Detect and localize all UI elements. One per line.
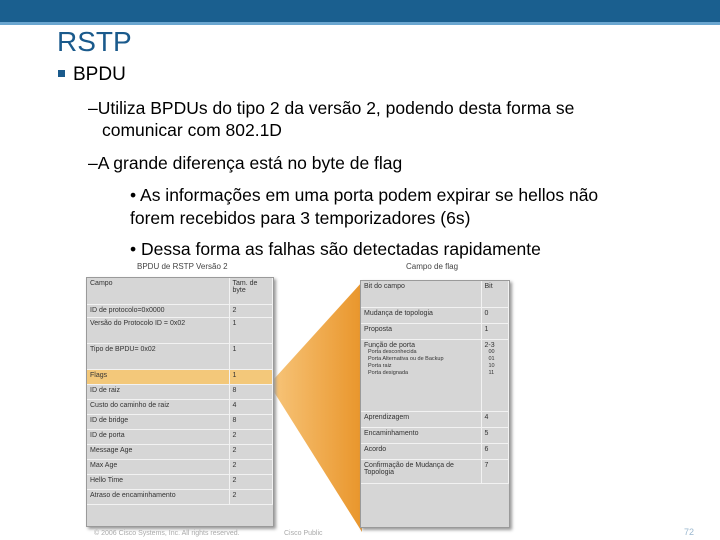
- table-row: [87, 343, 273, 369]
- bullet-l3-1-line1: • As informações em uma porta podem expirar se hellos não: [130, 185, 599, 205]
- table-header-row: [87, 278, 273, 304]
- table-row: [361, 443, 509, 459]
- field-size-cell: 8: [229, 384, 273, 399]
- port-role-label: Porta designada: [368, 369, 409, 376]
- bit-field-cell: [361, 427, 481, 443]
- header-field: Campo: [87, 278, 229, 304]
- table-row: [87, 474, 273, 489]
- table-row: [87, 489, 273, 504]
- bit-value: 0: [484, 309, 489, 317]
- header-bit-field: Bit do campo: [361, 281, 481, 307]
- table-row: [87, 429, 273, 444]
- table-row: [87, 304, 273, 317]
- field-size-cell: 8: [229, 414, 273, 429]
- bit-field-label: Proposta: [364, 325, 393, 333]
- field-size-cell: 2: [229, 489, 273, 504]
- field-size-cell: 2: [229, 459, 273, 474]
- table-row: [361, 323, 509, 339]
- table-row: [87, 384, 273, 399]
- bit-value: 5: [484, 429, 489, 437]
- footer: [0, 524, 720, 540]
- bit-value: 1: [484, 325, 489, 333]
- field-size-cell: 2: [229, 304, 273, 317]
- bit-cell: [481, 443, 509, 459]
- bit-field-label: Mudança de topologia: [364, 309, 433, 317]
- bullet-l2-2-line1: –A grande diferença está no byte de flag: [88, 153, 403, 173]
- port-role-label: Porta desconhecida: [368, 348, 417, 355]
- bit-value: 4: [484, 413, 489, 421]
- field-size-cell: 2: [229, 474, 273, 489]
- port-role-bits: 10: [488, 362, 495, 369]
- bit-field-cell: [361, 459, 481, 483]
- table-row: [87, 399, 273, 414]
- field-size-cell: 1: [229, 317, 273, 343]
- bit-value: 2-3: [484, 341, 495, 349]
- field-size-cell: 1: [229, 369, 273, 384]
- field-name-cell: Flags: [87, 369, 229, 384]
- bit-cell: [481, 339, 509, 411]
- header-bit: Bit: [481, 281, 509, 307]
- table-row: [87, 369, 273, 384]
- field-name-cell: Message Age: [87, 444, 229, 459]
- footer-classification: Cisco Public: [284, 530, 323, 537]
- table-row: [87, 414, 273, 429]
- table-row: [87, 459, 273, 474]
- bit-field-label: Encaminhamento: [364, 429, 419, 437]
- bit-field-cell: [361, 411, 481, 427]
- table-row: [361, 411, 509, 427]
- bit-field-cell: [361, 307, 481, 323]
- field-name-cell: Hello Time: [87, 474, 229, 489]
- table-header-row: [361, 281, 509, 307]
- bullet-l2-1-line2: comunicar com 802.1D: [102, 120, 282, 140]
- bit-cell: [481, 427, 509, 443]
- header-size: Tam. de byte: [229, 278, 273, 304]
- bit-value: 7: [484, 461, 489, 469]
- bit-field-cell: [361, 339, 481, 411]
- table-row: [361, 459, 509, 483]
- bit-cell: [481, 307, 509, 323]
- bit-field-label: Função de porta: [364, 341, 415, 349]
- field-name-cell: Versão do Protocolo ID = 0x02: [87, 317, 229, 343]
- port-role-bits: 01: [488, 355, 495, 362]
- bit-field-label: Acordo: [364, 445, 387, 453]
- port-role-bits: 11: [488, 369, 495, 376]
- bit-field-cell: [361, 443, 481, 459]
- left-table-caption: BPDU de RSTP Versão 2: [137, 262, 228, 271]
- field-size-cell: 2: [229, 444, 273, 459]
- bit-value: 6: [484, 445, 489, 453]
- port-role-label: Porta Alternativa ou de Backup: [368, 355, 444, 362]
- field-name-cell: ID de porta: [87, 429, 229, 444]
- field-size-cell: 4: [229, 399, 273, 414]
- bit-cell: [481, 323, 509, 339]
- table-row: [361, 307, 509, 323]
- field-name-cell: Atraso de encaminhamento: [87, 489, 229, 504]
- field-name-cell: ID de raiz: [87, 384, 229, 399]
- bit-cell: [481, 411, 509, 427]
- slide-title: RSTP: [57, 26, 132, 57]
- port-role-bits: 00: [488, 348, 495, 355]
- bpdu-fields-table: [86, 277, 274, 527]
- field-name-cell: Custo do caminho de raiz: [87, 399, 229, 414]
- port-role-label: Porta raiz: [368, 362, 392, 369]
- bit-field-label: Confirmação de Mudança de Topologia: [364, 461, 454, 476]
- bit-field-cell: [361, 323, 481, 339]
- bit-field-label: Aprendizagem: [364, 413, 410, 421]
- bullet-l3-2-line1: • Dessa forma as falhas são detectadas rapidamente: [130, 239, 541, 259]
- right-table-caption: Campo de flag: [406, 262, 459, 271]
- bit-cell: [481, 459, 509, 483]
- field-name-cell: ID de bridge: [87, 414, 229, 429]
- table-row: [361, 427, 509, 443]
- field-name-cell: Tipo de BPDU= 0x02: [87, 343, 229, 369]
- bullet-l2-1-line1: –Utiliza BPDUs do tipo 2 da versão 2, podendo desta forma se: [88, 98, 575, 118]
- table-row: [87, 317, 273, 343]
- field-name-cell: ID de protocolo=0x0000: [87, 304, 229, 317]
- bullet-l3-1-line2: forem recebidos para 3 temporizadores (6s): [130, 208, 471, 228]
- table-row: [361, 339, 509, 411]
- page-number: 72: [683, 527, 694, 537]
- field-size-cell: 2: [229, 429, 273, 444]
- footer-copyright: © 2006 Cisco Systems, Inc. All rights reserved.: [94, 530, 240, 537]
- field-size-cell: 1: [229, 343, 273, 369]
- table-row: [87, 444, 273, 459]
- bullet-bpdu-text: BPDU: [73, 64, 126, 85]
- field-name-cell: Max Age: [87, 459, 229, 474]
- flag-bits-table: [360, 280, 510, 528]
